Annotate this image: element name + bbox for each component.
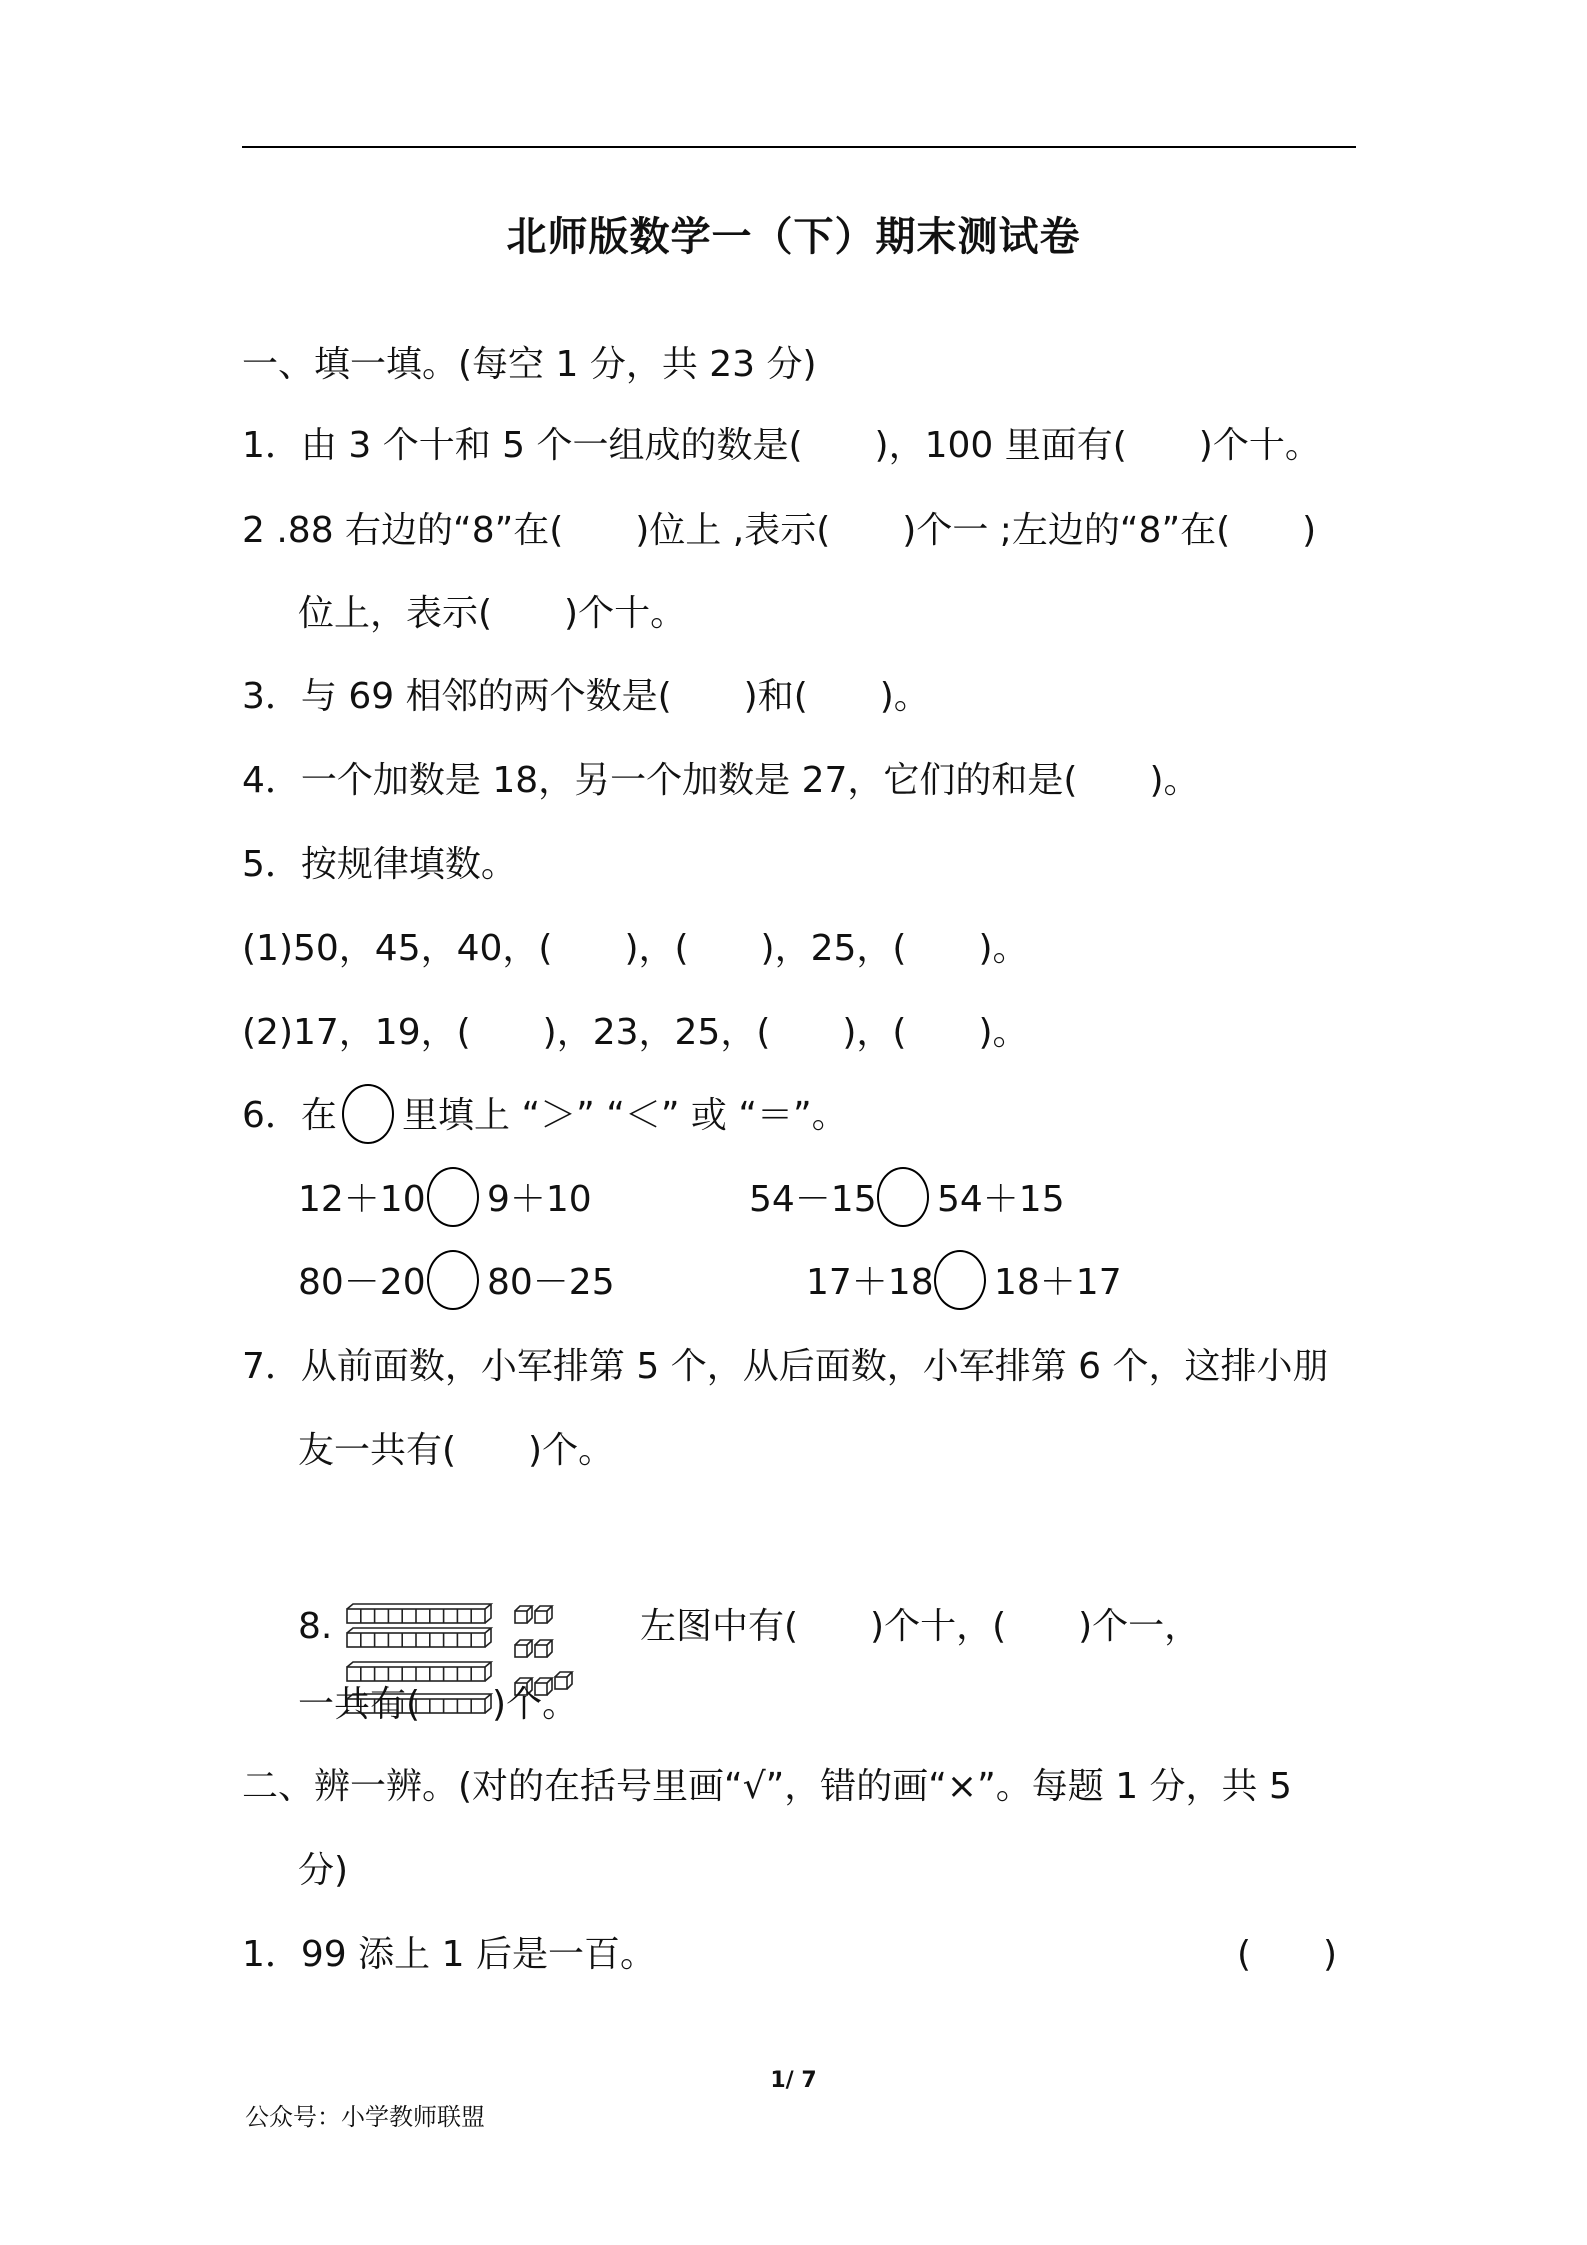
- compare-circle-d[interactable]: [934, 1250, 986, 1310]
- question-8-text: 左图中有( )个十，( )个一，: [640, 1606, 1201, 1647]
- compare-b-right: 54＋15: [937, 1179, 1065, 1220]
- judge-answer-paren-1[interactable]: ( ): [1237, 1934, 1338, 1975]
- unit-cube: [535, 1606, 552, 1623]
- compare-circle-b[interactable]: [877, 1167, 929, 1227]
- page-title: 北师版数学一（下）期末测试卷: [506, 214, 1081, 260]
- question-6-prefix: 6．在: [242, 1095, 337, 1136]
- compare-c-right: 80－25: [487, 1262, 615, 1303]
- ten-rod: [347, 1662, 491, 1681]
- question-2-line1: 2 .88 右边的“8”在( )位上 ,表示( )个一 ;左边的“8”在( ): [242, 510, 1317, 551]
- question-3: 3．与 69 相邻的两个数是( )和( )。: [242, 676, 930, 717]
- question-8-number: 8.: [298, 1606, 333, 1647]
- question-5-part2: (2)17，19，( )，23，25，( )，( )。: [242, 1012, 1029, 1053]
- compare-a-right: 9＋10: [487, 1179, 592, 1220]
- question-2-line2: 位上，表示( )个十。: [298, 593, 687, 634]
- ten-rod: [347, 1628, 491, 1647]
- compare-a-left: 12＋10: [298, 1179, 426, 1220]
- compare-b-left: 54－15: [749, 1179, 877, 1220]
- section2-heading-line2: 分): [298, 1850, 349, 1891]
- question-1: 1．由 3 个十和 5 个一组成的数是( )，100 里面有( )个十。: [242, 425, 1321, 466]
- question-8-line2: 一共有( )个。: [298, 1684, 579, 1725]
- unit-cube: [535, 1640, 552, 1657]
- unit-cube: [515, 1606, 532, 1623]
- question-6-instruction: 里填上 “＞” “＜” 或 “＝”。: [402, 1095, 848, 1136]
- compare-circle-c[interactable]: [427, 1250, 479, 1310]
- question-7-line1: 7．从前面数，小军排第 5 个，从后面数，小军排第 6 个，这排小朋: [242, 1346, 1329, 1387]
- ten-rod: [347, 1604, 491, 1623]
- compare-d-left: 17＋18: [806, 1262, 934, 1303]
- compare-circle-a[interactable]: [427, 1167, 479, 1227]
- question-7-line2: 友一共有( )个。: [298, 1430, 615, 1471]
- question-5-part1: (1)50，45，40，( )，( )，25，( )。: [242, 928, 1029, 969]
- footer-credit: 公众号：小学教师联盟: [245, 2103, 485, 2131]
- section2-heading-line1: 二、辨一辨。(对的在括号里画“√”，错的画“×”。每题 1 分，共 5: [242, 1766, 1292, 1807]
- compare-d-right: 18＋17: [994, 1262, 1122, 1303]
- question-5: 5．按规律填数。: [242, 844, 517, 885]
- compare-circle-example: [342, 1084, 394, 1144]
- compare-c-left: 80－20: [298, 1262, 426, 1303]
- header-rule: [242, 146, 1356, 148]
- question-4: 4．一个加数是 18，另一个加数是 27，它们的和是( )。: [242, 760, 1200, 801]
- section1-heading: 一、填一填。(每空 1 分，共 23 分): [242, 344, 817, 385]
- unit-cube: [515, 1640, 532, 1657]
- page-number: 1/ 7: [770, 2068, 817, 2093]
- judge-question-1: 1．99 添上 1 后是一百。: [242, 1934, 656, 1975]
